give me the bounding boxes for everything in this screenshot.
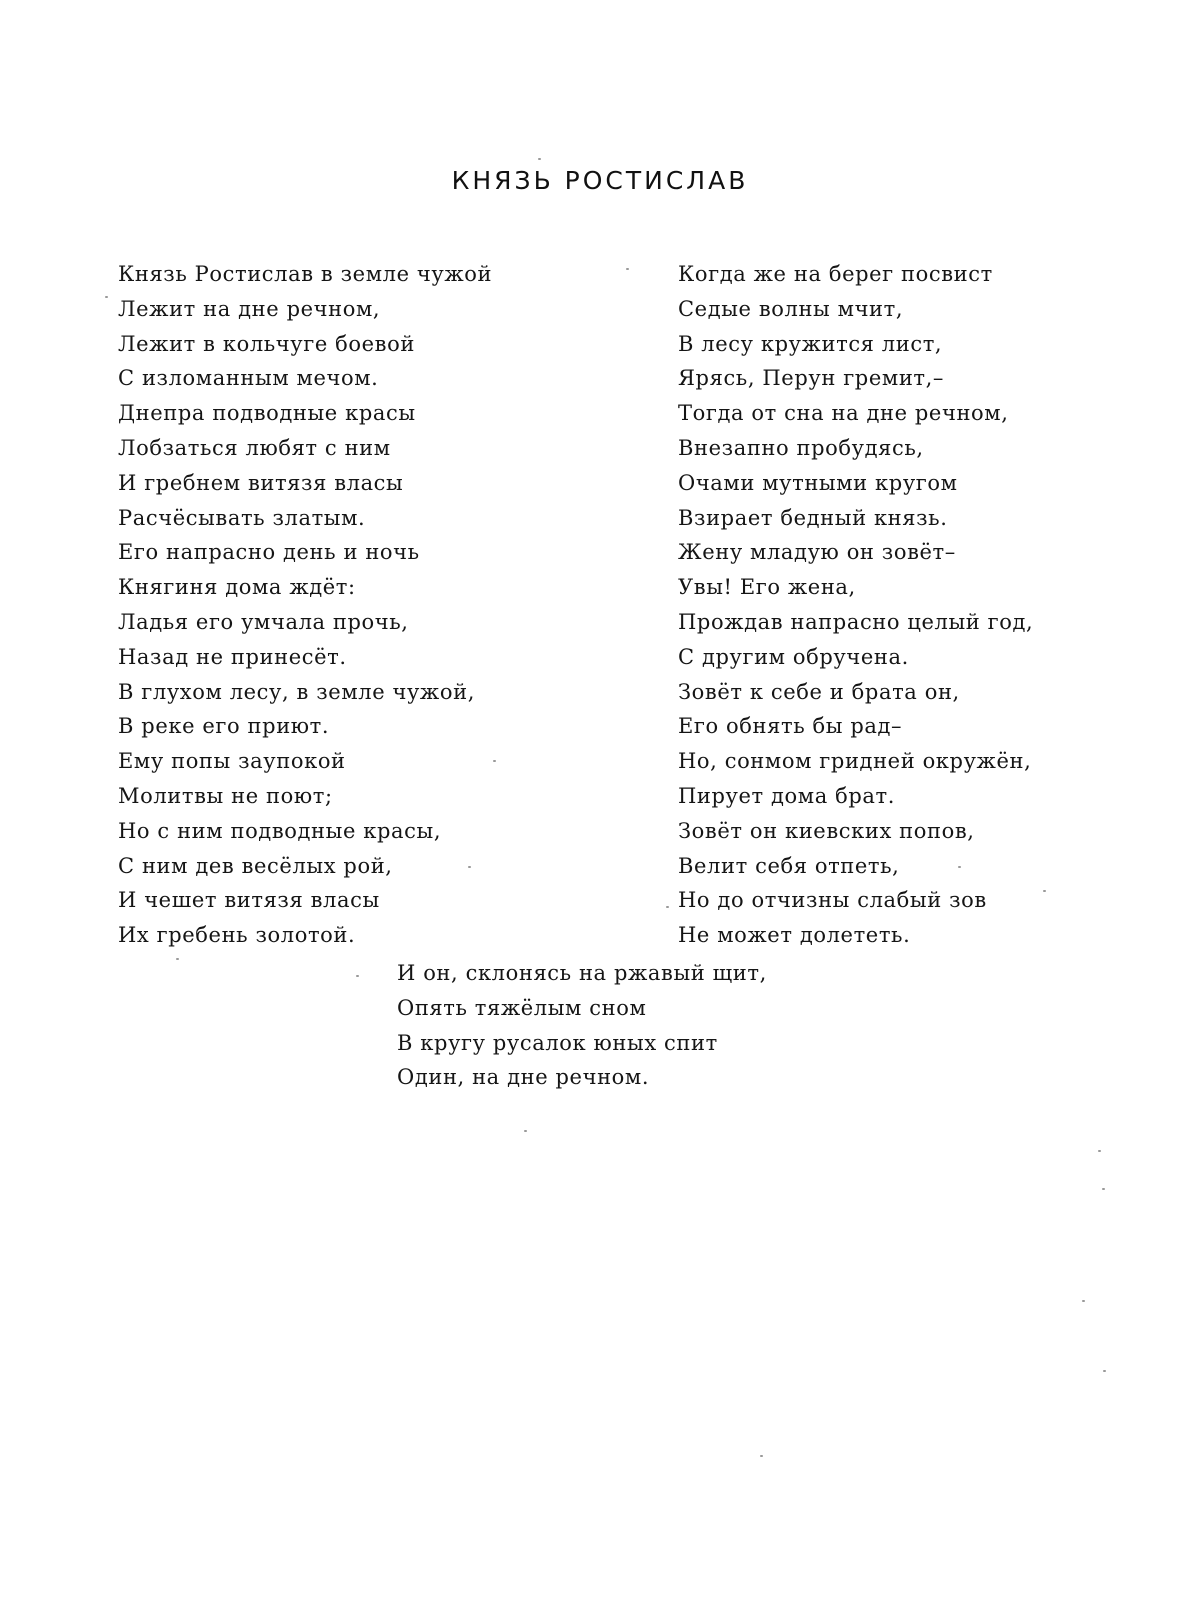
- poem-line: Жену младую он зовёт–: [678, 540, 956, 565]
- poem-line: И он, склонясь на ржавый щит,: [397, 961, 767, 985]
- poem-left-column: [118, 257, 492, 953]
- scan-speck: [1082, 1300, 1085, 1302]
- poem-final-stanza: [397, 956, 767, 1095]
- poem-line: С изломанным мечом.: [118, 366, 379, 391]
- poem-line: Лежит в кольчуге боевой: [118, 331, 415, 356]
- poem-line: Опять тяжёлым сном: [397, 995, 647, 1020]
- poem-line: Зовёт он киевских попов,: [678, 818, 975, 843]
- scan-speck: [958, 866, 961, 868]
- scan-speck: [493, 760, 496, 762]
- poem-line: Их гребень золотой.: [118, 923, 356, 948]
- scan-speck: [1102, 1188, 1105, 1190]
- poem-line: И чешет витязя власы: [118, 888, 380, 913]
- poem-line: Назад не принесёт.: [118, 644, 347, 669]
- poem-line: Но с ним подводные красы,: [118, 818, 442, 843]
- poem-line: Ладья его умчала прочь,: [118, 609, 409, 634]
- poem-line: Когда же на берег посвист: [678, 262, 993, 286]
- poem-line: Молитвы не поют;: [118, 783, 333, 808]
- poem-line: Не может долететь.: [678, 923, 911, 948]
- poem-line: Пирует дома брат.: [678, 783, 896, 808]
- poem-line: Один, на дне речном.: [397, 1065, 650, 1090]
- poem-line: Княгиня дома ждёт:: [118, 575, 356, 600]
- poem-title: КНЯЗЬ РОСТИСЛАВ: [451, 166, 749, 195]
- scan-speck: [524, 1130, 527, 1132]
- poem-line: Днепра подводные красы: [118, 401, 416, 426]
- scan-speck: [105, 296, 108, 298]
- scan-speck: [1103, 1370, 1106, 1372]
- scan-speck: [176, 958, 179, 960]
- scan-speck: [666, 906, 669, 908]
- scan-speck: [1043, 890, 1046, 892]
- scan-speck: [760, 1455, 763, 1457]
- poem-line: Взирает бедный князь.: [678, 505, 948, 530]
- poem-line: Его обнять бы рад–: [678, 714, 903, 739]
- poem-line: Но до отчизны слабый зов: [678, 888, 987, 913]
- scan-speck: [538, 158, 541, 160]
- poem-line: С другим обручена.: [678, 644, 909, 669]
- poem-line: И гребнем витязя власы: [118, 470, 404, 495]
- poem-line: В кругу русалок юных спит: [397, 1030, 718, 1055]
- scan-speck: [468, 866, 471, 868]
- poem-line: Лобзаться любят с ним: [118, 435, 391, 460]
- poem-line: Тогда от сна на дне речном,: [678, 401, 1009, 426]
- poem-line: Седые волны мчит,: [678, 296, 904, 321]
- poem-line: Ему попы заупокой: [118, 749, 346, 774]
- poem-line: Внезапно пробудясь,: [678, 435, 924, 460]
- poem-line: С ним дев весёлых рой,: [118, 853, 393, 878]
- poem-line: Увы! Его жена,: [678, 575, 856, 600]
- poem-line: В реке его приют.: [118, 714, 330, 739]
- poem-line: В лесу кружится лист,: [678, 331, 943, 356]
- scan-speck: [356, 975, 359, 977]
- scan-speck: [1098, 1150, 1101, 1152]
- poem-line: Расчёсывать златым.: [118, 505, 366, 530]
- poem-line: Но, сонмом гридней окружён,: [678, 749, 1032, 774]
- poem-line: Его напрасно день и ночь: [118, 540, 420, 565]
- poem-line: Князь Ростислав в земле чужой: [118, 262, 493, 286]
- poem-right-column: [678, 257, 1033, 953]
- poem-line: В глухом лесу, в земле чужой,: [118, 679, 475, 704]
- poem-line: Прождав напрасно целый год,: [678, 609, 1034, 634]
- poem-line: Лежит на дне речном,: [118, 296, 381, 321]
- poem-line: Очами мутными кругом: [678, 470, 958, 495]
- poem-line: Ярясь, Перун гремит,–: [678, 366, 945, 391]
- scan-speck: [626, 268, 629, 270]
- poem-line: Зовёт к себе и брата он,: [678, 679, 960, 704]
- poem-line: Велит себя отпеть,: [678, 853, 900, 878]
